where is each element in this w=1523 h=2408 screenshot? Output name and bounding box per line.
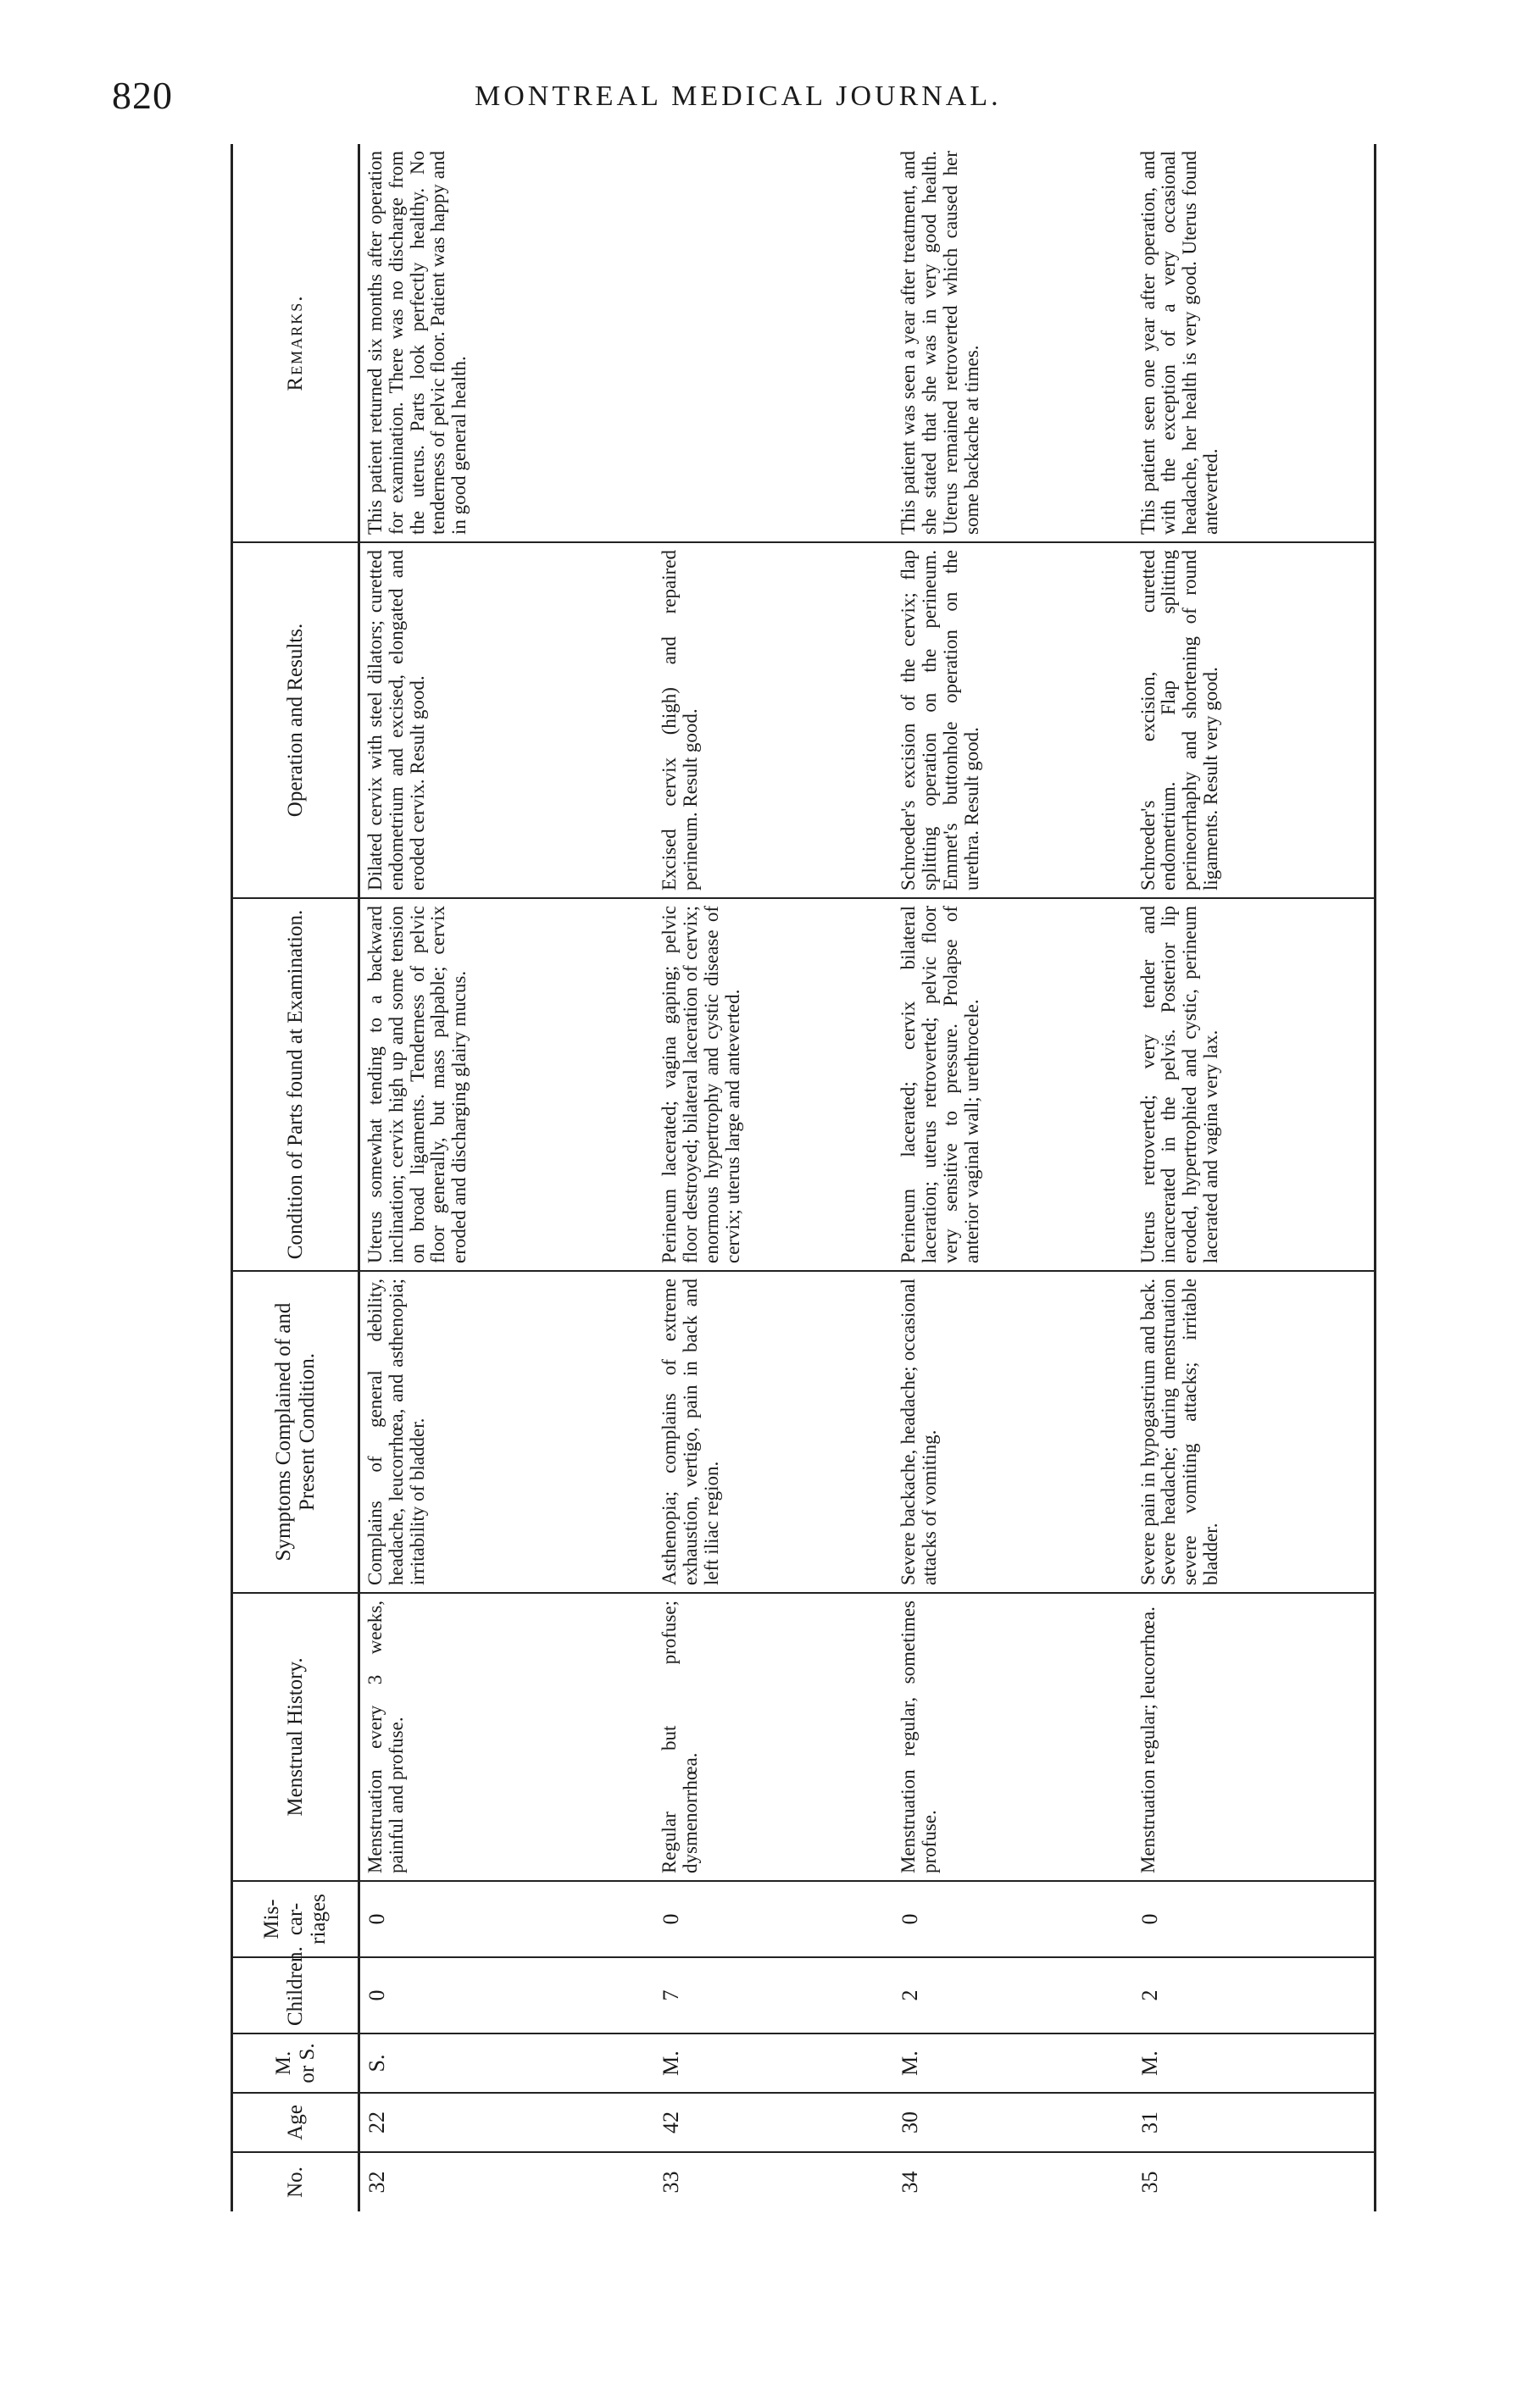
cell-operation: Dilated cervix with steel dilators; curetted endometrium and excised, elongated and eroded cervix. Result good. [359, 542, 655, 898]
page-number: 820 [112, 74, 173, 117]
cell-menstrual-history: Regular but profuse; dysmenorrhœa. [654, 1593, 893, 1881]
cell-miscarriages: 0 [1133, 1881, 1376, 1957]
cell-symptoms: Complains of general debility, headache, leucorrhœa, and asthenopia; irritability of bladder. [359, 1271, 655, 1593]
cell-remarks [654, 144, 893, 542]
header-miscarriages: Mis- car- riages [232, 1881, 359, 1957]
cell-age: 30 [893, 2093, 1132, 2152]
cell-miscarriages: 0 [893, 1881, 1132, 1957]
cell-symptoms: Asthenopia; complains of extreme exhaustion, vertigo, pain in back and left iliac region. [654, 1271, 893, 1593]
cell-children: 2 [893, 1957, 1132, 2033]
cell-menstrual-history: Menstruation regular, sometimes profuse. [893, 1593, 1132, 1881]
header-children: Children. [232, 1957, 359, 2033]
header-menstrual-history: Menstrual History. [232, 1593, 359, 1881]
header-condition: Condition of Parts found at Examination. [232, 898, 359, 1271]
header-age: Age [232, 2093, 359, 2152]
cell-no: 33 [659, 2171, 684, 2194]
header-operation: Operation and Results. [232, 542, 359, 898]
cell-condition: Uterus somewhat tending to a backward inclination; cervix high up and some tension on broad ligaments. Tenderness of pelvic floor generally, but mass palpable; cervix eroded and discharging glairy mucus. [359, 898, 655, 1271]
cell-children: 2 [1133, 1957, 1376, 2033]
cell-operation: Schroeder's excision, curetted endometrium. Flap splitting perineorrhaphy and shortening of round ligaments. Result very good. [1133, 542, 1376, 898]
cell-marital-status: M. [893, 2033, 1132, 2093]
cell-no: 34 [898, 2171, 923, 2194]
cell-miscarriages: 0 [359, 1881, 655, 1957]
cell-miscarriages: 0 [654, 1881, 893, 1957]
table-row [893, 144, 1132, 2211]
cell-condition: Perineum lacerated; vagina gaping; pelvic floor destroyed; bilateral laceration of cervix; enormous hypertrophy and cystic disease of cervix; uterus large and anteverted. [654, 898, 893, 1271]
table-row [359, 144, 655, 2211]
cell-condition: Perineum lacerated; cervix bilateral laceration; uterus retroverted; pelvic floor very sensitive to pressure. Prolapse of anterior vaginal wall; urethrocele. [893, 898, 1132, 1271]
cell-children: 0 [359, 1957, 655, 2033]
cell-remarks: This patient was seen a year after treatment, and she stated that she was in very good health. Uterus remained retroverted which caused her some backache at times. [893, 144, 1132, 542]
cell-marital-status: M. [654, 2033, 893, 2093]
case-table [231, 144, 1376, 2211]
header-remarks: Remarks. [232, 144, 359, 542]
cell-condition: Uterus retroverted; very tender and incarcerated in the pelvis. Posterior lip eroded, hypertrophied and cystic, perineum lacerated and vagina very lax. [1133, 898, 1376, 1271]
cell-children: 7 [654, 1957, 893, 2033]
cell-no: 35 [1137, 2171, 1162, 2194]
header-no: No. [232, 2152, 359, 2211]
running-head: MONTREAL MEDICAL JOURNAL. [475, 80, 1002, 112]
cell-remarks: This patient returned six months after operation for examination. There was no discharge from the uterus. Parts look perfectly healthy. No tenderness of pelvic floor. Patient was happy and in good general health. [359, 144, 655, 542]
cell-no: 32 [364, 2171, 389, 2194]
cell-operation: Excised cervix (high) and repaired perineum. Result good. [654, 542, 893, 898]
case-table-container [231, 144, 1376, 2211]
cell-age: 42 [654, 2093, 893, 2152]
cell-menstrual-history: Menstruation regular; leucorrhœa. [1133, 1593, 1376, 1881]
cell-age: 31 [1133, 2093, 1376, 2152]
cell-remarks: This patient seen one year after operation, and with the exception of a very occasional headache, her health is very good. Uterus found anteverted. [1133, 144, 1376, 542]
table-header-row [232, 144, 359, 2211]
header-symptoms: Symptoms Complained of and Present Condition. [232, 1271, 359, 1593]
cell-age: 22 [359, 2093, 655, 2152]
cell-symptoms: Severe backache, headache; occasional attacks of vomiting. [893, 1271, 1132, 1593]
cell-marital-status: M. [1133, 2033, 1376, 2093]
cell-operation: Schroeder's excision of the cervix; flap splitting operation on the perineum. Emmet's buttonhole operation on the urethra. Result good. [893, 542, 1132, 898]
cell-symptoms: Severe pain in hypogastrium and back. Severe headache; during menstruation severe vomiting attacks; irritable bladder. [1133, 1271, 1376, 1593]
table-row [1133, 144, 1376, 2211]
cell-menstrual-history: Menstruation every 3 weeks, painful and profuse. [359, 1593, 655, 1881]
table-row [654, 144, 893, 2211]
header-marital-status: M. or S. [232, 2033, 359, 2093]
cell-marital-status: S. [359, 2033, 655, 2093]
